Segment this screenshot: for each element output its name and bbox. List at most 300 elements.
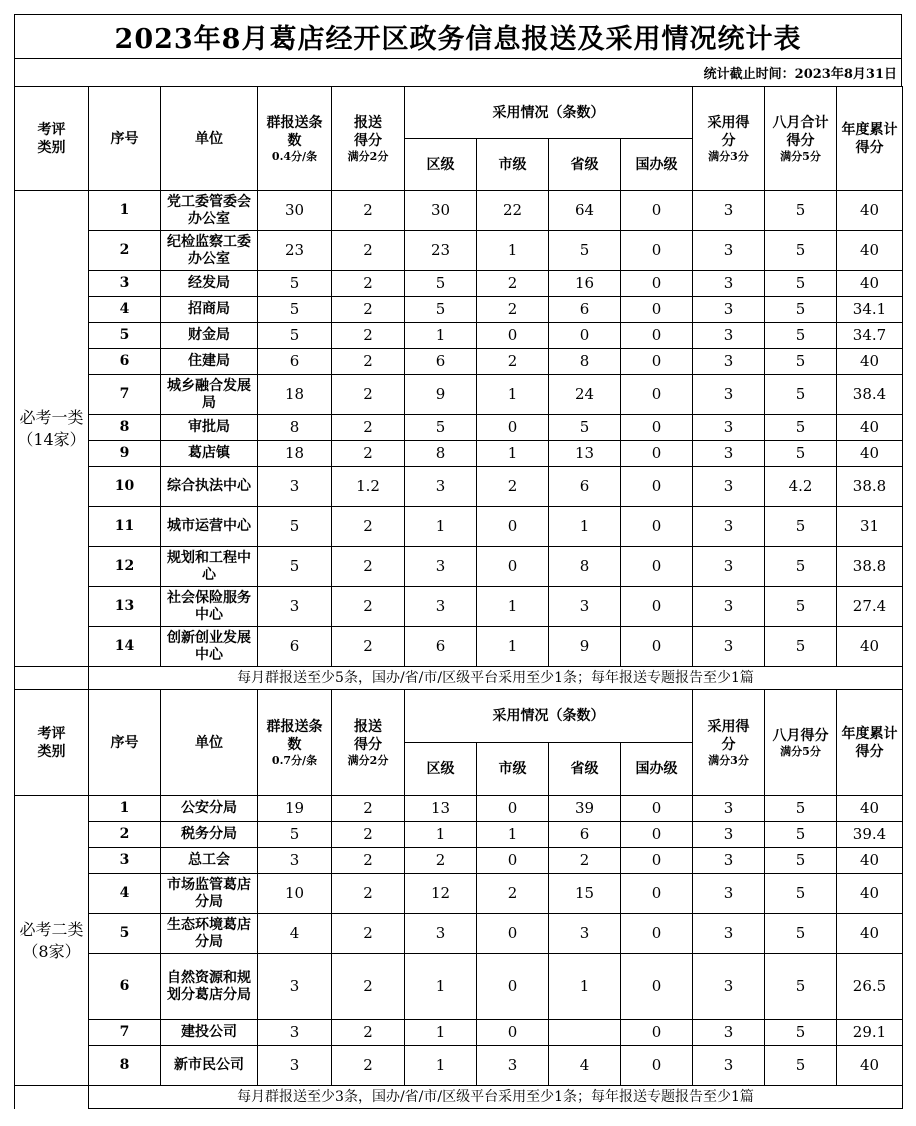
- year-score-cell: 40: [837, 441, 903, 467]
- adopt-score-cell: 3: [693, 415, 765, 441]
- month-score-cell: 5: [765, 587, 837, 627]
- group-note: 每月群报送至少5条，国办/省/市/区级平台采用至少1条；每年报送专题报告至少1篇: [89, 667, 903, 690]
- unit-cell: 招商局: [161, 297, 258, 323]
- submit-count-cell: 3: [258, 587, 332, 627]
- unit-cell: 自然资源和规划分葛店分局: [161, 954, 258, 1020]
- province-count-cell: 3: [549, 587, 621, 627]
- state-count-cell: 0: [621, 191, 693, 231]
- header-adopt-score: [693, 690, 765, 796]
- month-score-cell: 5: [765, 874, 837, 914]
- district-count-cell: 9: [405, 375, 477, 415]
- district-count-cell: 6: [405, 349, 477, 375]
- city-count-cell: 1: [477, 822, 549, 848]
- header-district-label: 区级: [426, 761, 455, 777]
- adopt-score-cell: 3: [693, 467, 765, 507]
- report-score-cell: 2: [332, 271, 405, 297]
- report-score-cell: 2: [332, 954, 405, 1020]
- district-count-cell: 5: [405, 415, 477, 441]
- header-province: [549, 139, 621, 191]
- seq-cell: 8: [89, 1046, 161, 1086]
- table-row: [15, 1020, 903, 1046]
- seq-cell: 3: [89, 271, 161, 297]
- province-count-cell: 3: [549, 914, 621, 954]
- adopt-score-cell: 3: [693, 874, 765, 914]
- table-row: [15, 507, 903, 547]
- year-score-cell: 40: [837, 191, 903, 231]
- page-title: 2023年8月葛店经开区政务信息报送及采用情况统计表: [14, 14, 902, 59]
- table-row: [15, 954, 903, 1020]
- report-score-cell: 2: [332, 874, 405, 914]
- header-state: [621, 139, 693, 191]
- month-score-cell: 5: [765, 191, 837, 231]
- header-seq-label: 序号: [110, 734, 139, 751]
- district-count-cell: 2: [405, 848, 477, 874]
- month-score-cell: 5: [765, 323, 837, 349]
- year-score-cell: 29.1: [837, 1020, 903, 1046]
- month-score-cell: 5: [765, 1020, 837, 1046]
- note-left-blank: [15, 1086, 89, 1109]
- header-seq-label: 序号: [110, 130, 139, 147]
- year-score-cell: 40: [837, 796, 903, 822]
- seq-cell: 6: [89, 954, 161, 1020]
- submit-count-cell: 5: [258, 323, 332, 349]
- year-score-cell: 40: [837, 848, 903, 874]
- month-score-cell: 5: [765, 271, 837, 297]
- header-adopt-score: [693, 87, 765, 191]
- district-count-cell: 12: [405, 874, 477, 914]
- month-score-cell: 5: [765, 349, 837, 375]
- state-count-cell: 0: [621, 822, 693, 848]
- province-count-cell: 5: [549, 231, 621, 271]
- header-district: [405, 139, 477, 191]
- state-count-cell: 0: [621, 627, 693, 667]
- seq-cell: 5: [89, 323, 161, 349]
- city-count-cell: 1: [477, 587, 549, 627]
- year-score-cell: 40: [837, 1046, 903, 1086]
- year-score-cell: 40: [837, 349, 903, 375]
- seq-cell: 3: [89, 848, 161, 874]
- report-score-cell: 2: [332, 1020, 405, 1046]
- submit-count-cell: 3: [258, 467, 332, 507]
- year-score-cell: 38.4: [837, 375, 903, 415]
- report-score-cell: 2: [332, 507, 405, 547]
- header-submit: [258, 690, 332, 796]
- city-count-cell: 0: [477, 507, 549, 547]
- report-score-cell: 2: [332, 441, 405, 467]
- month-score-cell: 5: [765, 547, 837, 587]
- submit-count-cell: 5: [258, 297, 332, 323]
- adopt-score-cell: 3: [693, 547, 765, 587]
- table-row: [15, 547, 903, 587]
- header-category: [15, 87, 89, 191]
- submit-count-cell: 3: [258, 1020, 332, 1046]
- header-state-label: 国办级: [635, 761, 678, 777]
- table-row: [15, 1046, 903, 1086]
- city-count-cell: 0: [477, 954, 549, 1020]
- month-score-cell: 5: [765, 848, 837, 874]
- statistics-sheet: [14, 14, 902, 1109]
- report-score-cell: 2: [332, 323, 405, 349]
- header-unit: [161, 690, 258, 796]
- state-count-cell: 0: [621, 415, 693, 441]
- header-month-score-label: 八月合计得分: [772, 114, 829, 149]
- state-count-cell: 0: [621, 954, 693, 1020]
- state-count-cell: 0: [621, 323, 693, 349]
- month-score-cell: 5: [765, 231, 837, 271]
- header-submit: [258, 87, 332, 191]
- report-score-cell: 1.2: [332, 467, 405, 507]
- unit-cell: 审批局: [161, 415, 258, 441]
- header-month-score-note: 满分5分: [780, 744, 821, 758]
- state-count-cell: 0: [621, 1046, 693, 1086]
- district-count-cell: 6: [405, 627, 477, 667]
- submit-count-cell: 3: [258, 1046, 332, 1086]
- city-count-cell: 0: [477, 415, 549, 441]
- header-adopt-score-label: 采用得分: [707, 114, 750, 149]
- state-count-cell: 0: [621, 231, 693, 271]
- unit-cell: 创新创业发展中心: [161, 627, 258, 667]
- submit-count-cell: 30: [258, 191, 332, 231]
- seq-cell: 8: [89, 415, 161, 441]
- province-count-cell: 1: [549, 507, 621, 547]
- submit-count-cell: 19: [258, 796, 332, 822]
- province-count-cell: 9: [549, 627, 621, 667]
- adopt-score-cell: 3: [693, 271, 765, 297]
- seq-cell: 11: [89, 507, 161, 547]
- month-score-cell: 5: [765, 796, 837, 822]
- submit-count-cell: 5: [258, 507, 332, 547]
- district-count-cell: 1: [405, 1020, 477, 1046]
- report-score-cell: 2: [332, 547, 405, 587]
- header-city-label: 市级: [498, 156, 527, 173]
- seq-cell: 12: [89, 547, 161, 587]
- state-count-cell: 0: [621, 507, 693, 547]
- header-seq: [89, 690, 161, 796]
- seq-cell: 2: [89, 231, 161, 271]
- year-score-cell: 27.4: [837, 587, 903, 627]
- header-category-label: 考评类别: [37, 121, 66, 156]
- province-count-cell: 15: [549, 874, 621, 914]
- province-count-cell: 2: [549, 848, 621, 874]
- submit-count-cell: 5: [258, 271, 332, 297]
- adopt-score-cell: 3: [693, 375, 765, 415]
- district-count-cell: 1: [405, 507, 477, 547]
- header-report-score-note: 满分2分: [347, 149, 389, 163]
- year-score-cell: 34.1: [837, 297, 903, 323]
- unit-cell: 城市运营中心: [161, 507, 258, 547]
- district-count-cell: 5: [405, 297, 477, 323]
- unit-cell: 住建局: [161, 349, 258, 375]
- header-adoption-label: 采用情况（条数）: [492, 708, 605, 724]
- header-adopt-score-label: 采用得分: [707, 718, 750, 753]
- report-score-cell: 2: [332, 848, 405, 874]
- seq-cell: 4: [89, 297, 161, 323]
- table-row: [15, 796, 903, 822]
- header-submit-note: 0.4分/条: [271, 149, 318, 163]
- state-count-cell: 0: [621, 467, 693, 507]
- unit-cell: 规划和工程中心: [161, 547, 258, 587]
- header-province-label: 省级: [570, 761, 599, 777]
- seq-cell: 9: [89, 441, 161, 467]
- adopt-score-cell: 3: [693, 323, 765, 349]
- city-count-cell: 3: [477, 1046, 549, 1086]
- header-adopt-score-note: 满分3分: [708, 753, 749, 767]
- note-row: [15, 1086, 903, 1109]
- state-count-cell: 0: [621, 547, 693, 587]
- unit-cell: 葛店镇: [161, 441, 258, 467]
- adopt-score-cell: 3: [693, 297, 765, 323]
- submit-count-cell: 18: [258, 375, 332, 415]
- year-score-cell: 40: [837, 914, 903, 954]
- city-count-cell: 2: [477, 874, 549, 914]
- month-score-cell: 4.2: [765, 467, 837, 507]
- adopt-score-cell: 3: [693, 822, 765, 848]
- unit-cell: 经发局: [161, 271, 258, 297]
- seq-cell: 7: [89, 1020, 161, 1046]
- seq-cell: 1: [89, 796, 161, 822]
- adopt-score-cell: 3: [693, 954, 765, 1020]
- header-seq: [89, 87, 161, 191]
- seq-cell: 14: [89, 627, 161, 667]
- header-adopt-score-note: 满分3分: [708, 149, 749, 163]
- month-score-cell: 5: [765, 822, 837, 848]
- header-province-label: 省级: [570, 156, 599, 173]
- seq-cell: 13: [89, 587, 161, 627]
- header-city-label: 市级: [498, 761, 527, 777]
- header-city: [477, 743, 549, 796]
- state-count-cell: 0: [621, 848, 693, 874]
- province-count-cell: 64: [549, 191, 621, 231]
- unit-cell: 建投公司: [161, 1020, 258, 1046]
- seq-cell: 7: [89, 375, 161, 415]
- unit-cell: 市场监管葛店分局: [161, 874, 258, 914]
- adopt-score-cell: 3: [693, 587, 765, 627]
- month-score-cell: 5: [765, 914, 837, 954]
- year-score-cell: 40: [837, 627, 903, 667]
- province-count-cell: 1: [549, 954, 621, 1020]
- adopt-score-cell: 3: [693, 441, 765, 467]
- header-year-score-label: 年度累计得分: [841, 725, 898, 760]
- note-row: [15, 667, 903, 690]
- header-report-score-note: 满分2分: [347, 753, 389, 767]
- unit-cell: 生态环境葛店分局: [161, 914, 258, 954]
- state-count-cell: 0: [621, 1020, 693, 1046]
- header-month-score: [765, 690, 837, 796]
- report-score-cell: 2: [332, 349, 405, 375]
- table-row: [15, 627, 903, 667]
- city-count-cell: 2: [477, 349, 549, 375]
- district-count-cell: 3: [405, 467, 477, 507]
- header-adoption: [405, 690, 693, 743]
- header-state-label: 国办级: [635, 156, 678, 173]
- submit-count-cell: 3: [258, 848, 332, 874]
- header-report-score: [332, 690, 405, 796]
- unit-cell: 综合执法中心: [161, 467, 258, 507]
- seq-cell: 2: [89, 822, 161, 848]
- table-row: [15, 415, 903, 441]
- header-report-score: [332, 87, 405, 191]
- submit-count-cell: 5: [258, 822, 332, 848]
- header-category-label: 考评类别: [37, 725, 66, 760]
- report-score-cell: 2: [332, 191, 405, 231]
- district-count-cell: 3: [405, 547, 477, 587]
- city-count-cell: 1: [477, 375, 549, 415]
- header-year-score-label: 年度累计得分: [841, 121, 898, 156]
- report-score-cell: 2: [332, 822, 405, 848]
- state-count-cell: 0: [621, 441, 693, 467]
- submit-count-cell: 4: [258, 914, 332, 954]
- seq-cell: 1: [89, 191, 161, 231]
- district-count-cell: 13: [405, 796, 477, 822]
- submit-count-cell: 8: [258, 415, 332, 441]
- city-count-cell: 2: [477, 297, 549, 323]
- district-count-cell: 8: [405, 441, 477, 467]
- adopt-score-cell: 3: [693, 796, 765, 822]
- city-count-cell: 2: [477, 271, 549, 297]
- city-count-cell: 1: [477, 231, 549, 271]
- province-count-cell: 0: [549, 323, 621, 349]
- state-count-cell: 0: [621, 874, 693, 914]
- header-district: [405, 743, 477, 796]
- seq-cell: 6: [89, 349, 161, 375]
- table-row: [15, 349, 903, 375]
- submit-count-cell: 6: [258, 349, 332, 375]
- year-score-cell: 40: [837, 231, 903, 271]
- header-submit-label: 群报送条数: [266, 114, 323, 149]
- adopt-score-cell: 3: [693, 1046, 765, 1086]
- header-report-score-label: 报送得分: [354, 718, 382, 753]
- district-count-cell: 1: [405, 323, 477, 349]
- adopt-score-cell: 3: [693, 507, 765, 547]
- adopt-score-cell: 3: [693, 231, 765, 271]
- city-count-cell: 0: [477, 848, 549, 874]
- seq-cell: 10: [89, 467, 161, 507]
- unit-cell: 社会保险服务中心: [161, 587, 258, 627]
- deadline-text: 统计截止时间：2023年8月31日: [14, 59, 902, 86]
- state-count-cell: 0: [621, 587, 693, 627]
- header-district-label: 区级: [426, 156, 455, 173]
- month-score-cell: 5: [765, 441, 837, 467]
- state-count-cell: 0: [621, 271, 693, 297]
- report-score-cell: 2: [332, 375, 405, 415]
- header-category: [15, 690, 89, 796]
- submit-count-cell: 3: [258, 954, 332, 1020]
- province-count-cell: 8: [549, 349, 621, 375]
- city-count-cell: 0: [477, 1020, 549, 1046]
- submit-count-cell: 23: [258, 231, 332, 271]
- district-count-cell: 5: [405, 271, 477, 297]
- statistics-table: [14, 86, 903, 1109]
- year-score-cell: 40: [837, 415, 903, 441]
- unit-cell: 新市民公司: [161, 1046, 258, 1086]
- province-count-cell: 8: [549, 547, 621, 587]
- header-row: [15, 690, 903, 743]
- report-score-cell: 2: [332, 231, 405, 271]
- state-count-cell: 0: [621, 796, 693, 822]
- month-score-cell: 5: [765, 297, 837, 323]
- table-row: [15, 914, 903, 954]
- year-score-cell: 31: [837, 507, 903, 547]
- table-row: [15, 271, 903, 297]
- header-year-score: [837, 690, 903, 796]
- month-score-cell: 5: [765, 1046, 837, 1086]
- table-row: [15, 467, 903, 507]
- header-month-score: [765, 87, 837, 191]
- table-row: [15, 231, 903, 271]
- header-state: [621, 743, 693, 796]
- header-adoption: [405, 87, 693, 139]
- month-score-cell: 5: [765, 375, 837, 415]
- city-count-cell: 0: [477, 914, 549, 954]
- report-score-cell: 2: [332, 297, 405, 323]
- year-score-cell: 39.4: [837, 822, 903, 848]
- report-score-cell: 2: [332, 627, 405, 667]
- province-count-cell: 6: [549, 467, 621, 507]
- submit-count-cell: 10: [258, 874, 332, 914]
- report-score-cell: 2: [332, 1046, 405, 1086]
- province-count-cell: 6: [549, 297, 621, 323]
- province-count-cell: 6: [549, 822, 621, 848]
- table-row: [15, 848, 903, 874]
- year-score-cell: 38.8: [837, 467, 903, 507]
- state-count-cell: 0: [621, 297, 693, 323]
- group-note: 每月群报送至少3条，国办/省/市/区级平台采用至少1条；每年报送专题报告至少1篇: [89, 1086, 903, 1109]
- table-row: [15, 874, 903, 914]
- report-score-cell: 2: [332, 415, 405, 441]
- header-year-score: [837, 87, 903, 191]
- province-count-cell: 5: [549, 415, 621, 441]
- city-count-cell: 0: [477, 796, 549, 822]
- year-score-cell: 40: [837, 271, 903, 297]
- unit-cell: 城乡融合发展局: [161, 375, 258, 415]
- header-province: [549, 743, 621, 796]
- category-cell: 必考二类（8家）: [15, 796, 89, 1086]
- city-count-cell: 0: [477, 547, 549, 587]
- header-report-score-label: 报送得分: [354, 114, 382, 149]
- table-row: [15, 323, 903, 349]
- month-score-cell: 5: [765, 627, 837, 667]
- district-count-cell: 23: [405, 231, 477, 271]
- month-score-cell: 5: [765, 415, 837, 441]
- district-count-cell: 30: [405, 191, 477, 231]
- district-count-cell: 1: [405, 1046, 477, 1086]
- province-count-cell: 16: [549, 271, 621, 297]
- report-score-cell: 2: [332, 796, 405, 822]
- header-row: [15, 87, 903, 139]
- district-count-cell: 3: [405, 587, 477, 627]
- state-count-cell: 0: [621, 914, 693, 954]
- district-count-cell: 1: [405, 954, 477, 1020]
- unit-cell: 税务分局: [161, 822, 258, 848]
- adopt-score-cell: 3: [693, 191, 765, 231]
- header-month-score-label: 八月得分: [772, 727, 829, 744]
- submit-count-cell: 6: [258, 627, 332, 667]
- adopt-score-cell: 3: [693, 914, 765, 954]
- adopt-score-cell: 3: [693, 349, 765, 375]
- table-row: [15, 587, 903, 627]
- report-score-cell: 2: [332, 587, 405, 627]
- province-count-cell: 24: [549, 375, 621, 415]
- note-left-blank: [15, 667, 89, 690]
- city-count-cell: 22: [477, 191, 549, 231]
- year-score-cell: 38.8: [837, 547, 903, 587]
- district-count-cell: 3: [405, 914, 477, 954]
- table-row: [15, 441, 903, 467]
- year-score-cell: 40: [837, 874, 903, 914]
- province-count-cell: 4: [549, 1046, 621, 1086]
- header-submit-label: 群报送条数: [266, 718, 323, 753]
- table-row: [15, 191, 903, 231]
